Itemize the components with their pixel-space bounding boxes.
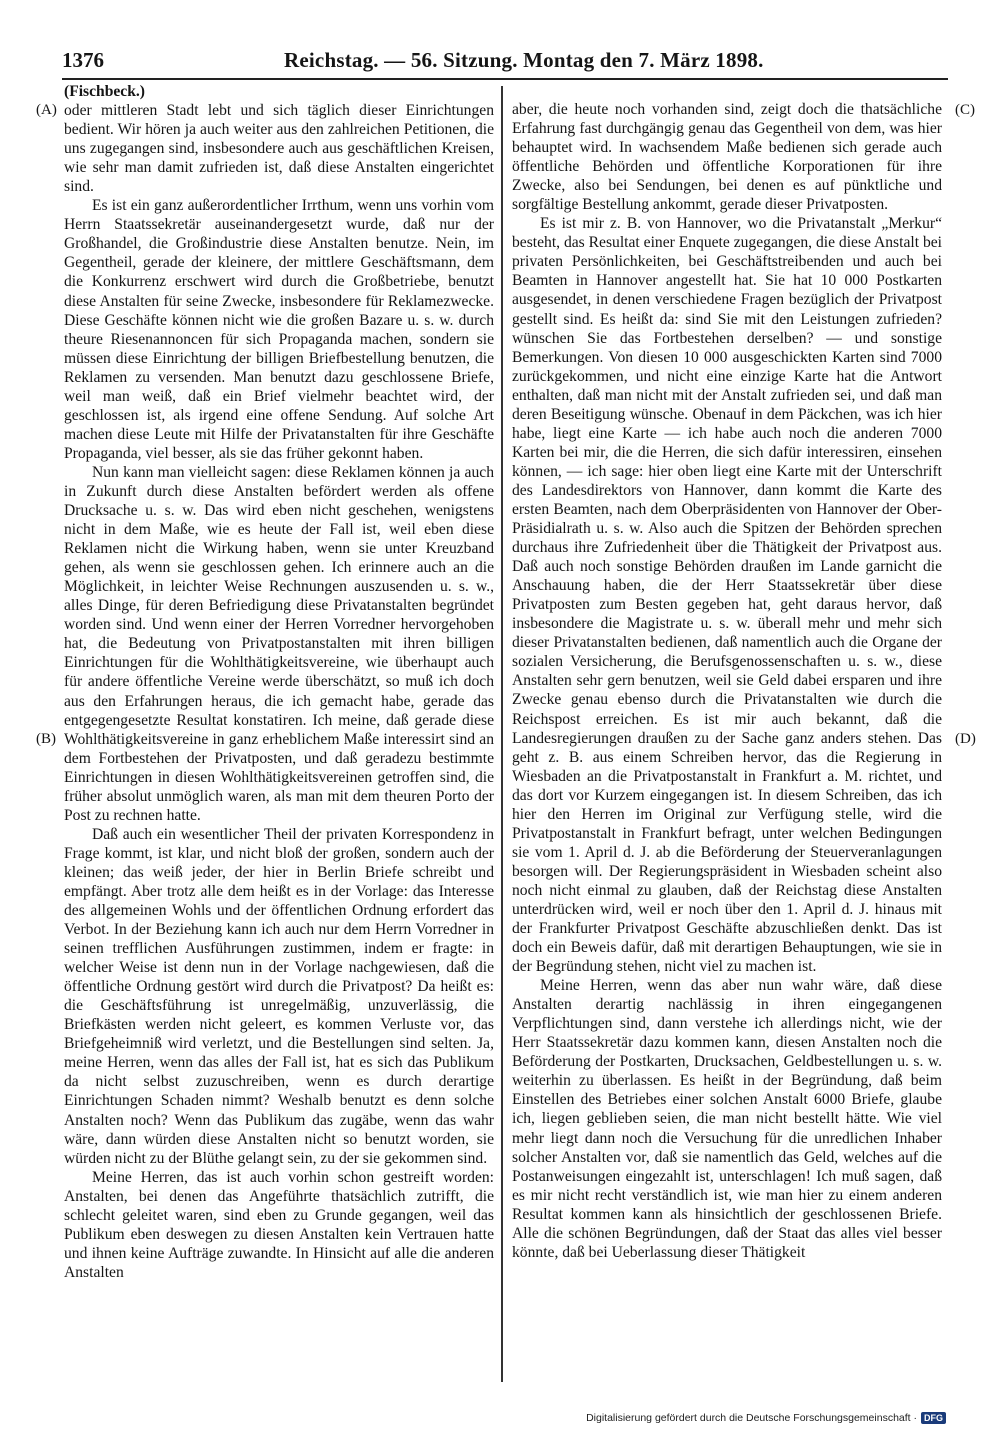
left-paragraph: Nun kann man vielleicht sagen: diese Reklamen können ja auch in Zukunft durch diese Anstalten befördert werden als offene Drucksache u. s. w. Das wird eben nicht geschehen, wenigstens nicht in dem Maße, wie es heute der Fall ist, weil eben diese Reklamen nicht die Wirkung haben, wenn sie unter Kreuzband gehen, als wenn sie geschlossen gehen. Ich erinnere auch an die Möglichkeit, in leichter Weise Rechnungen auszusenden u. s. w., alles Dinge, für deren Befriedigung diese Privatanstalten begründet worden sind. Und wenn einer der Herren Vorredner hervorgehoben hat, die Bedeutung von Privatpostanstalten mit ihren billigen Einrichtungen für die Wohlthätigkeitsvereine, wie überhaupt auch für andere öffentliche Vereine werde überschätzt, so muß ich doch aus den Erfahrungen heraus, die ich gemacht habe, gerade das entgegengesetzte Resultat konstatiren. Ich meine, daß gerade diese Wohlthätigkeitsvereine in ganz erheblichem Maße interessirt sind an dem Fortbestehen der Privatposten, und daß geradezu bestimmte Einrichtungen in diesen Wohlthätigkeitsvereinen getroffen sind, die früher absolut unmöglich waren, als man mit dem theuren Porto der Post zu rechnen hatte.	[64, 463, 494, 824]
margin-marker-d: (D)	[955, 731, 976, 747]
left-paragraph: Daß auch ein wesentlicher Theil der privaten Korrespondenz in Frage kommt, ist klar, und nicht bloß der großen, sondern auch der kleinen; das weiß jeder, der hier in Berlin Briefe schreibt und empfängt. Aber trotz alle dem heißt es in der Vorlage: das Interesse des allgemeinen Wohls und der öffentlichen Ordnung erfordert das Verbot. In der Beziehung kann ich auch nur dem Herrn Vorredner in seinen trefflichen Ausführungen zustimmen, indem er fragte: in welcher Weise ist denn nun in der Vorlage nachgewiesen, daß die öffentliche Ordnung gestört wird durch die Privatpost? Da heißt es: die Geschäftsführung ist unregelmäßig, unzuverlässig, die Briefkästen werden nicht geleert, es kommen Verluste vor, das Briefgeheimniß wird verletzt, und die Bestellungen sind selten. Ja, meine Herren, wenn das alles der Fall ist, hat es sich das Publikum da nicht selbst zuzuschreiben, wenn es durch derartige Einrichtungen Schaden nimmt? Weshalb benutzt es denn solche Anstalten noch? Wenn das Publikum das zugäbe, wenn das wahr wäre, dann würden diese Anstalten nicht so benutzt worden, sie würden nicht zu der Blüthe gelangt sein, zu der sie gekommen sind.	[64, 825, 494, 1167]
margin-marker-c: (C)	[955, 102, 975, 118]
page-header	[62, 48, 948, 76]
speaker-name: (Fischbeck.)	[64, 83, 145, 100]
right-paragraph: aber, die heute noch vorhanden sind, zeigt doch die thatsächliche Erfahrung fast durchgängig genau das Gegentheil von dem, was hier behauptet wird. In wachsendem Maße bedienen sich gerade auch öffentliche Behörden und öffentliche Korporationen für ihre Zwecke, also bei Sendungen, bei denen es auf pünktliche und sorgfältige Bestellung ankommt, gerade dieser Privatposten.	[512, 101, 942, 214]
page-number: 1376	[62, 48, 104, 72]
right-column	[512, 100, 942, 1262]
left-paragraph: oder mittleren Stadt lebt und sich täglich dieser Einrichtungen bedient. Wir hören ja auch weiter aus den zahlreichen Petitionen, die uns zugegangen sind, insbesondere auch aus geschäftlichen Kreisen, wie sehr man damit zufrieden ist, daß diese Anstalten eingerichtet sind.	[64, 102, 494, 196]
margin-marker-a: (A)	[36, 102, 57, 118]
left-paragraph: Es ist ein ganz außerordentlicher Irrthum, wenn uns vorhin vom Herrn Staatssekretär auseinandergesetzt wurde, daß nur der Großhandel, die Großindustrie diese Anstalten benutze. Nein, im Gegentheil, gerade der kleinere, der mittlere Geschäftsmann, dem die Konkurrenz erschwert wird durch die Großbetriebe, benutzt diese Anstalten für seine Zwecke, insbesondere für Reklamezwecke. Diese Geschäfte können nicht wie die großen Bazare u. s. w. durch theure Riesenannoncen für sich Propaganda machen, sondern sie müssen diese Einrichtung der billigen Briefbestellung benutzen, die Reklamen zu versenden. Man benutzt dazu geschlossene Briefe, weil man weiß, daß ein Brief vielmehr beachtet wird, der geschlossen ist, als irgend eine offene Sendung. Auf solche Art machen diese Leute mit Hilfe der Privatanstalten für ihre Geschäfte Propaganda, viel besser, als sie das früher gekonnt haben.	[64, 197, 494, 462]
page-title: Reichstag. — 56. Sitzung. Montag den 7. März 1898.	[284, 48, 764, 72]
left-paragraph: Meine Herren, das ist auch vorhin schon gestreift worden: Anstalten, bei denen das Angeführte thatsächlich zutrifft, die schlecht geleitet waren, sind eben zu Grunde gegangen, weil das Publikum eben deswegen zu diesen Anstalten kein Vertrauen hatte und ihnen keine Aufträge zuwandte. In Hinsicht auf alle die anderen Anstalten	[64, 1168, 494, 1281]
footer-text: Digitalisierung gefördert durch die Deutsche Forschungsgemeinschaft ·	[586, 1412, 917, 1424]
left-column	[64, 82, 494, 1282]
digitization-footer	[586, 1412, 946, 1424]
right-paragraph: Es ist mir z. B. von Hannover, wo die Privatanstalt „Merkur“ besteht, das Resultat einer Enquete zugegangen, die diese Anstalt bei privaten Persönlichkeiten, bei Geschäftstreibenden und auch bei Beamten in Hannover angestellt hat. Sie hat 10 000 Postkarten ausgesendet, in denen verschiedene Fragen bezüglich der Privatpost gestellt sind. Es heißt da: sind Sie mit den Leistungen zufrieden? wünschen Sie das Fortbestehen derselben? — und sonstige Bemerkungen. Von diesen 10 000 ausgeschickten Karten sind 7000 zurückgekommen, und nicht eine einzige Karte hat die Antwort enthalten, daß man nicht mit der Anstalt zufrieden sei, und daß man deren Beseitigung wünsche. Obenauf in dem Päckchen, was ich hier habe, liegt eine Karte — ich habe auch noch die anderen 7000 Karten bei mir, die die Herren, die sich dafür interessiren, einsehen können, — ich sage: hier oben liegt eine Karte mit der Unterschrift des Landesdirektors von Hannover, dann kommt die Karte des ersten Beamten, nach dem Oberpräsidenten von Hannover der Ober-Präsidialrath u. s. w. Also auch die Spitzen der Behörden sprechen durchaus ihre Zufriedenheit über die Thätigkeit der Privatpost aus. Daß auch noch sonstige Behörden draußen im Lande garnicht die Anschauung haben, die der Herr Staatssekretär über diese Privatposten zum Besten gegeben hat, geht daraus hervor, daß insbesondere die Magistrate u. s. w. überall mehr und mehr sich dieser Privatanstalten bedienen, daß namentlich auch die Organe der sozialen Versicherung, die Berufsgenossenschaften u. s. w., diese Anstalten sehr gern benutzen, weil sie Geld dabei ersparen und ihre Zwecke genau ebenso durch die Privatanstalten wie durch die Reichspost erreichen. Es ist mir auch bekannt, daß die Landesregierungen draußen zu der Sache ganz anders stehen. Das geht z. B. aus einem Schreiben hervor, das die Regierung in Wiesbaden an die Privatpostanstalt in Frankfurt a. M. richtet, und das dort vor Kurzem eingegangen ist. In diesem Schreiben, das ich hier den Herren im Original zur Verfügung stelle, wird die Privatpostanstalt in Frankfurt befragt, unter welchen Bedingungen sie vom 1. April d. J. ab die Beförderung der Steuerveranlagungen besorgen will. Der Regierungspräsident in Wiesbaden scheint also noch nicht einmal zu glauben, daß der Reichstag diese Anstalten unterdrücken wird, weil er noch über den 1. April d. J. hinaus mit der Frankfurter Privatpost Geschäfte abzuschließen denkt. Das ist doch ein Beweis dafür, daß mit derartigen Behauptungen, wie sie in der Begründung stehen, nicht viel zu machen ist.	[512, 215, 942, 976]
dfg-logo: DFG	[921, 1412, 946, 1424]
right-paragraph: Meine Herren, wenn das aber nun wahr wäre, daß diese Anstalten derartig nachlässig in ihren eingegangenen Verpflichtungen sind, dann verstehe ich allerdings nicht, wie der Herr Staatssekretär dazu kommen kann, diesen Anstalten noch die Beförderung der Postkarten, Drucksachen, Geldbestellungen u. s. w. weiterhin zu überlassen. Es heißt in der Begründung, daß beim Einstellen des Betriebes einer solchen Anstalt 6000 Briefe, glaube ich, liegen geblieben seien, die man nicht bestellt hätte. Wie viel mehr liegt dann noch die Versuchung für die unredlichen Inhaber solcher Anstalten vor, daß sie namentlich das Geld, welches auf die Postanweisungen eingezahlt ist, unterschlagen! Ich muß sagen, daß es mir nicht recht verständlich ist, wie man hier zu einem anderen Resultat kommen kann als hinsichtlich der geschlossenen Briefe. Alle die schönen Begründungen, daß der Staat das alles viel besser könnte, daß bei Ueberlassung dieser Thätigkeit	[512, 977, 942, 1261]
header-rule	[62, 78, 948, 80]
margin-marker-b: (B)	[36, 731, 56, 747]
column-divider	[501, 86, 503, 1382]
